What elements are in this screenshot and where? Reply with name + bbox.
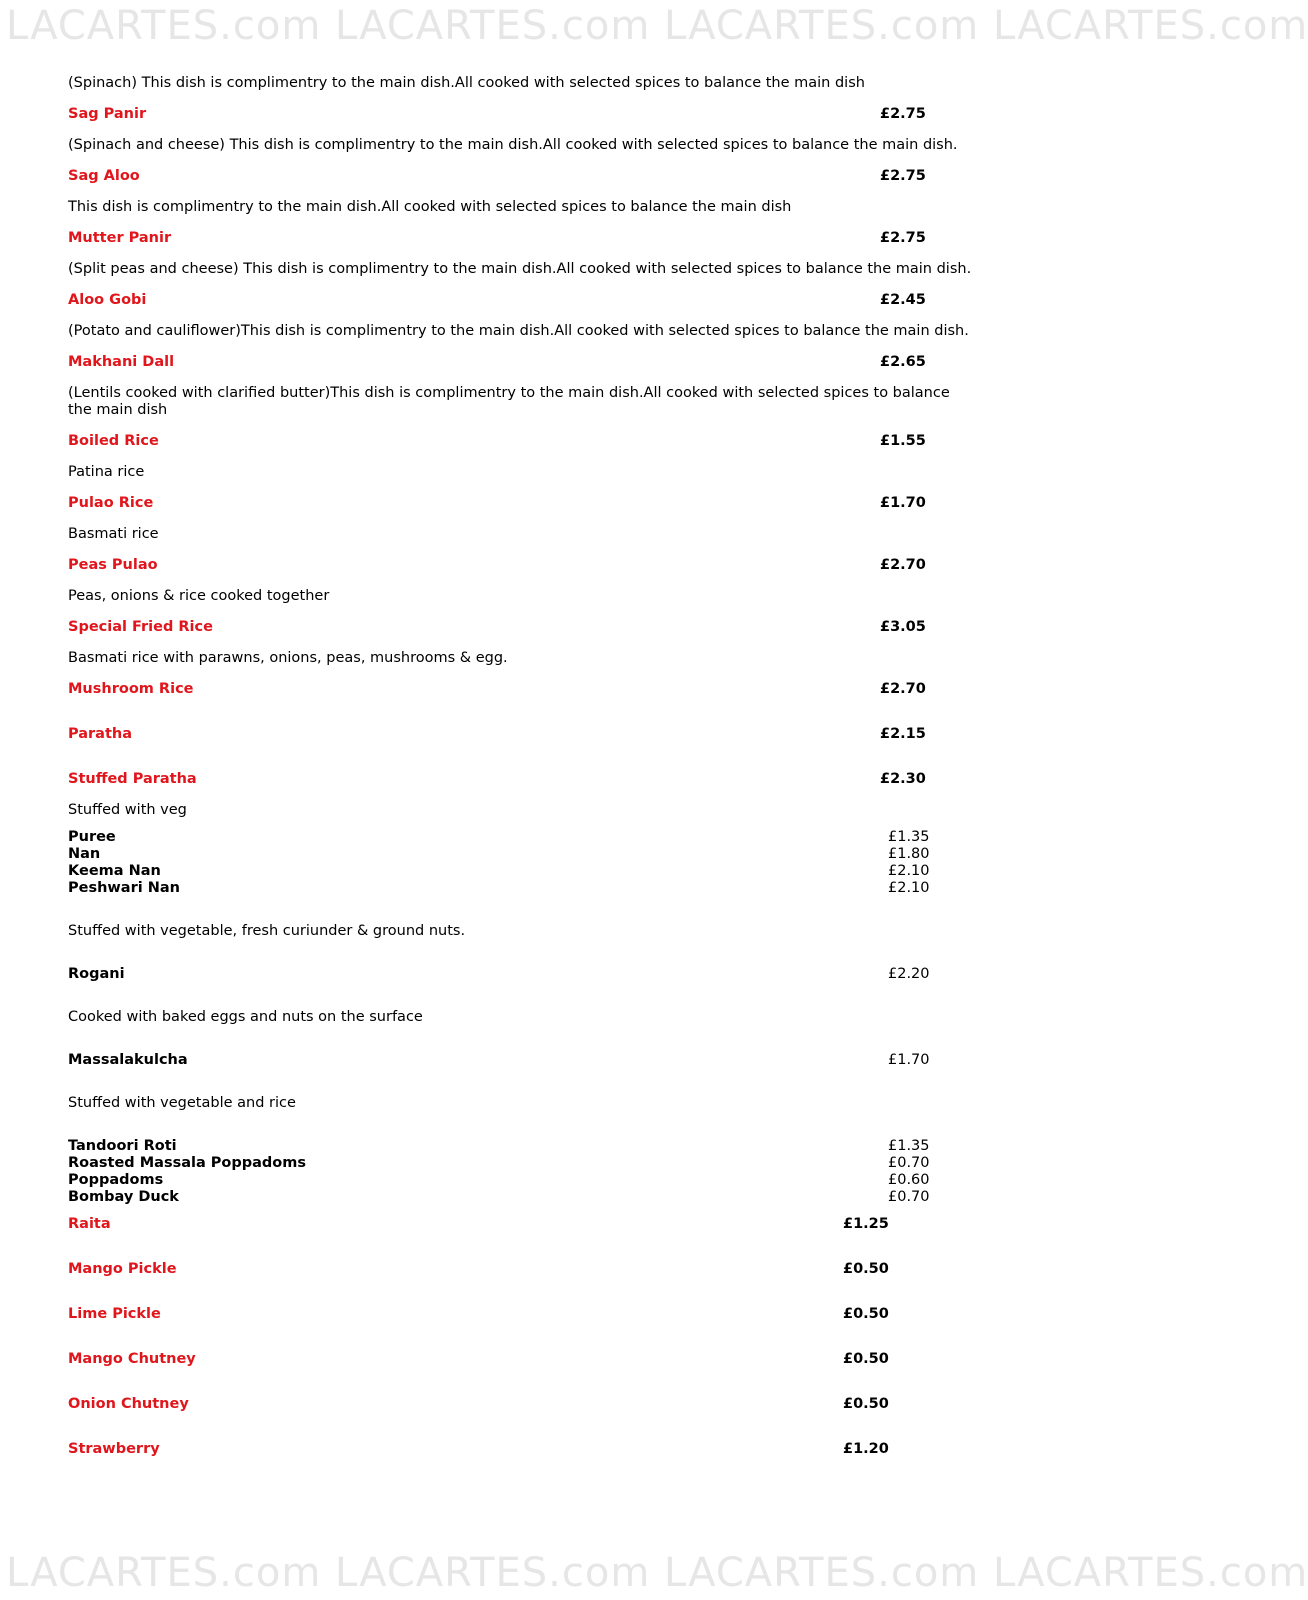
item-price: £1.55: [880, 433, 926, 449]
watermark-bottom: LACARTES.com LACARTES.com LACARTES.com LACARTES.com: [6, 1550, 1308, 1596]
item-price: £2.75: [880, 168, 926, 184]
item-description: Basmati rice: [68, 526, 159, 542]
menu-item: [68, 771, 1068, 788]
menu-item: [68, 1306, 1068, 1323]
menu-item: [68, 1396, 1068, 1413]
item-price: £2.70: [880, 681, 926, 697]
item-name: Special Fried Rice: [68, 619, 213, 635]
menu-item: [68, 1441, 1068, 1458]
item-description: (Split peas and cheese) This dish is complimentry to the main dish.All cooked with selected spices to balance the main dish.: [68, 261, 972, 277]
item-name: Raita: [68, 1216, 111, 1232]
menu-item: [68, 1172, 1068, 1189]
menu-item: [68, 726, 1068, 743]
item-price: £1.70: [880, 495, 926, 511]
item-description: Stuffed with veg: [68, 802, 187, 818]
item-name: Boiled Rice: [68, 433, 159, 449]
menu-item: [68, 829, 1068, 846]
item-name: Sag Aloo: [68, 168, 140, 184]
item-name: Tandoori Roti: [68, 1138, 177, 1154]
item-name: Sag Panir: [68, 106, 147, 122]
item-name: Peas Pulao: [68, 557, 158, 573]
menu-item: [68, 106, 1068, 123]
menu-item: [68, 1261, 1068, 1278]
item-name: Mushroom Rice: [68, 681, 194, 697]
item-description: Stuffed with vegetable, fresh curiunder & ground nuts.: [68, 923, 466, 939]
item-price: £2.45: [880, 292, 926, 308]
item-price: £3.05: [880, 619, 926, 635]
item-price: £1.25: [843, 1216, 889, 1232]
item-price: £2.10: [888, 880, 930, 896]
item-name: Paratha: [68, 726, 132, 742]
item-price: £2.20: [888, 966, 930, 982]
item-name: Mango Chutney: [68, 1351, 196, 1367]
menu-item: [68, 966, 1068, 983]
menu-item: [68, 1216, 1068, 1233]
item-description: (Spinach and cheese) This dish is complimentry to the main dish.All cooked with selected spices to balance the main dish.: [68, 137, 958, 153]
item-description: (Spinach) This dish is complimentry to the main dish.All cooked with selected spices to balance the main dish: [68, 75, 865, 91]
item-price: £2.70: [880, 557, 926, 573]
item-name: Mango Pickle: [68, 1261, 177, 1277]
item-name: Mutter Panir: [68, 230, 172, 246]
item-price: £1.35: [888, 829, 930, 845]
item-price: £2.15: [880, 726, 926, 742]
menu-item: [68, 495, 1068, 512]
menu-item: [68, 168, 1068, 185]
item-price: £2.75: [880, 106, 926, 122]
menu-item: [68, 292, 1068, 309]
menu-item: [68, 619, 1068, 636]
item-description: Cooked with baked eggs and nuts on the surface: [68, 1009, 423, 1025]
item-description: Peas, onions & rice cooked together: [68, 588, 330, 604]
item-name: Strawberry: [68, 1441, 160, 1457]
menu-item: [68, 880, 1068, 897]
item-description: Basmati rice with parawns, onions, peas, mushrooms & egg.: [68, 650, 508, 666]
item-name: Puree: [68, 829, 116, 845]
item-description: Stuffed with vegetable and rice: [68, 1095, 296, 1111]
menu-item: [68, 557, 1068, 574]
item-name: Lime Pickle: [68, 1306, 161, 1322]
item-name: Pulao Rice: [68, 495, 154, 511]
menu-item: [68, 846, 1068, 863]
menu-item: [68, 863, 1068, 880]
item-name: Aloo Gobi: [68, 292, 147, 308]
menu-item: [68, 1155, 1068, 1172]
menu-item: [68, 1351, 1068, 1368]
menu-item: [68, 354, 1068, 371]
item-name: Stuffed Paratha: [68, 771, 197, 787]
menu-item: [68, 1189, 1068, 1206]
item-price: £2.30: [880, 771, 926, 787]
item-price: £1.80: [888, 846, 930, 862]
item-description: Patina rice: [68, 464, 145, 480]
item-name: Poppadoms: [68, 1172, 164, 1188]
item-price: £0.70: [888, 1189, 930, 1205]
item-name: Bombay Duck: [68, 1189, 179, 1205]
watermark-top: LACARTES.com LACARTES.com LACARTES.com LACARTES.com: [6, 3, 1308, 49]
item-description: (Lentils cooked with clarified butter)This dish is complimentry to the main dish.All cooked with selected spices to balance the main dish: [68, 385, 950, 418]
item-price: £0.50: [843, 1306, 889, 1322]
item-name: Nan: [68, 846, 101, 862]
item-name: Peshwari Nan: [68, 880, 181, 896]
menu-item: [68, 1138, 1068, 1155]
item-price: £0.50: [843, 1261, 889, 1277]
item-price: £2.65: [880, 354, 926, 370]
item-description: This dish is complimentry to the main dish.All cooked with selected spices to balance the main dish: [68, 199, 792, 215]
item-price: £1.20: [843, 1441, 889, 1457]
item-name: Onion Chutney: [68, 1396, 189, 1412]
item-name: Keema Nan: [68, 863, 161, 879]
item-name: Makhani Dall: [68, 354, 175, 370]
item-price: £0.50: [843, 1396, 889, 1412]
item-price: £2.75: [880, 230, 926, 246]
item-price: £1.35: [888, 1138, 930, 1154]
item-price: £0.60: [888, 1172, 930, 1188]
item-name: Roasted Massala Poppadoms: [68, 1155, 307, 1171]
item-name: Rogani: [68, 966, 125, 982]
menu-item: [68, 1052, 1068, 1069]
menu-item: [68, 230, 1068, 247]
item-description: (Potato and cauliflower)This dish is complimentry to the main dish.All cooked with selected spices to balance the main dish.: [68, 323, 969, 339]
menu-item: [68, 681, 1068, 698]
item-price: £0.70: [888, 1155, 930, 1171]
item-price: £1.70: [888, 1052, 930, 1068]
item-name: Massalakulcha: [68, 1052, 188, 1068]
item-price: £0.50: [843, 1351, 889, 1367]
menu-item: [68, 433, 1068, 450]
item-price: £2.10: [888, 863, 930, 879]
